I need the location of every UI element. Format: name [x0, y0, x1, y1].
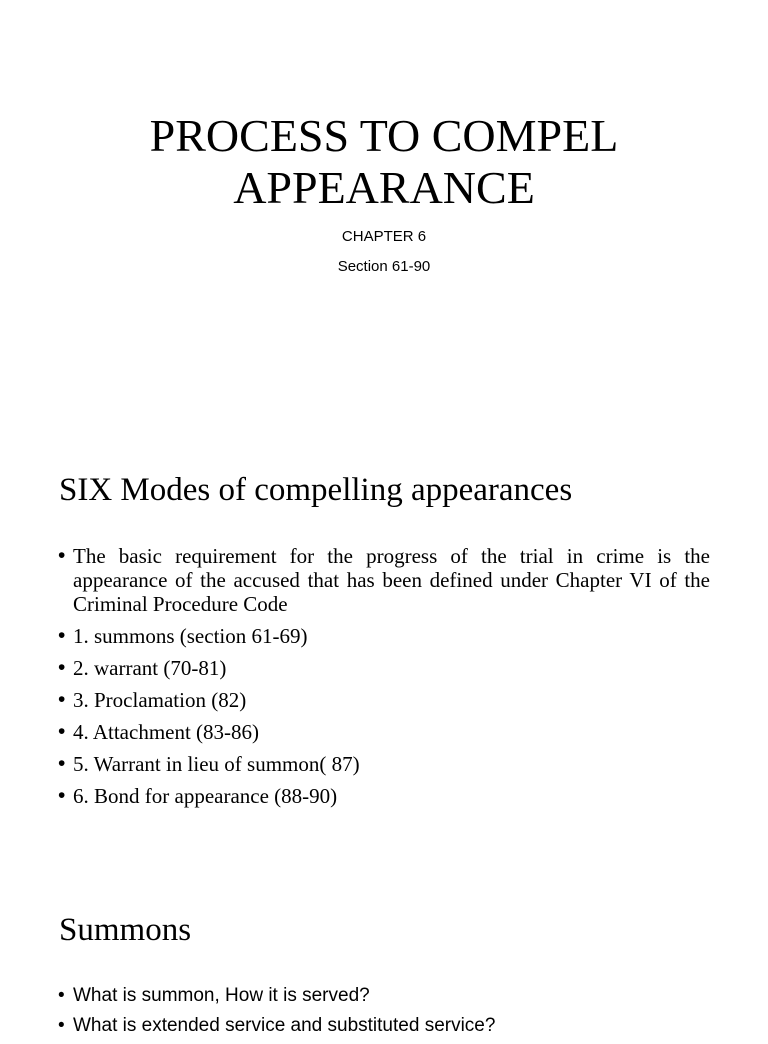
- list-item: [0, 720, 768, 744]
- summons-bullet-list: [0, 984, 768, 1038]
- modes-bullet-list: [0, 544, 768, 808]
- modes-heading: SIX Modes of compelling appearances: [59, 472, 573, 508]
- list-item: [0, 984, 768, 1008]
- bullet-text: 2. warrant (70-81): [73, 656, 227, 680]
- chapter-label: CHAPTER 6: [341, 228, 427, 245]
- list-item: [0, 688, 768, 712]
- bullet-text: 4. Attachment (83-86): [73, 720, 260, 744]
- summons-heading: Summons: [59, 912, 192, 948]
- bullet-text: 6. Bond for appearance (88-90): [73, 784, 338, 808]
- bullet-text: What is extended service and substituted service?: [73, 1015, 496, 1036]
- list-item: [0, 752, 768, 776]
- list-item: [0, 544, 768, 616]
- bullet-text: 1. summons (section 61-69): [73, 624, 308, 648]
- bullet-icon: •: [58, 688, 66, 711]
- bullet-icon: •: [58, 1015, 65, 1036]
- bullet-icon: •: [58, 752, 66, 775]
- bullet-icon: •: [58, 544, 66, 567]
- bullet-text: 3. Proclamation (82): [73, 688, 247, 712]
- slide-title-line-2: APPEARANCE: [233, 162, 535, 213]
- section-range-label: Section 61-90: [337, 258, 431, 275]
- list-item: [0, 784, 768, 808]
- list-item: [0, 1014, 768, 1038]
- slide-title: [0, 110, 768, 214]
- bullet-icon: •: [58, 784, 66, 807]
- bullet-text: 5. Warrant in lieu of summon( 87): [73, 752, 360, 776]
- list-item: [0, 656, 768, 680]
- slide-subtitle: [0, 222, 768, 282]
- list-item: [0, 624, 768, 648]
- bullet-icon: •: [58, 985, 65, 1006]
- title-slide: [0, 110, 768, 282]
- bullet-text: What is summon, How it is served?: [73, 985, 370, 1006]
- modes-slide: [0, 470, 768, 816]
- slide-title-line-1: PROCESS TO COMPEL: [149, 110, 619, 161]
- bullet-icon: •: [58, 624, 66, 647]
- bullet-icon: •: [58, 720, 66, 743]
- bullet-icon: •: [58, 656, 66, 679]
- bullet-text: The basic requirement for the progress of the trial in crime is the appearance of the accused that has been defined under Chapter VI of the Criminal Procedure Code: [73, 544, 710, 616]
